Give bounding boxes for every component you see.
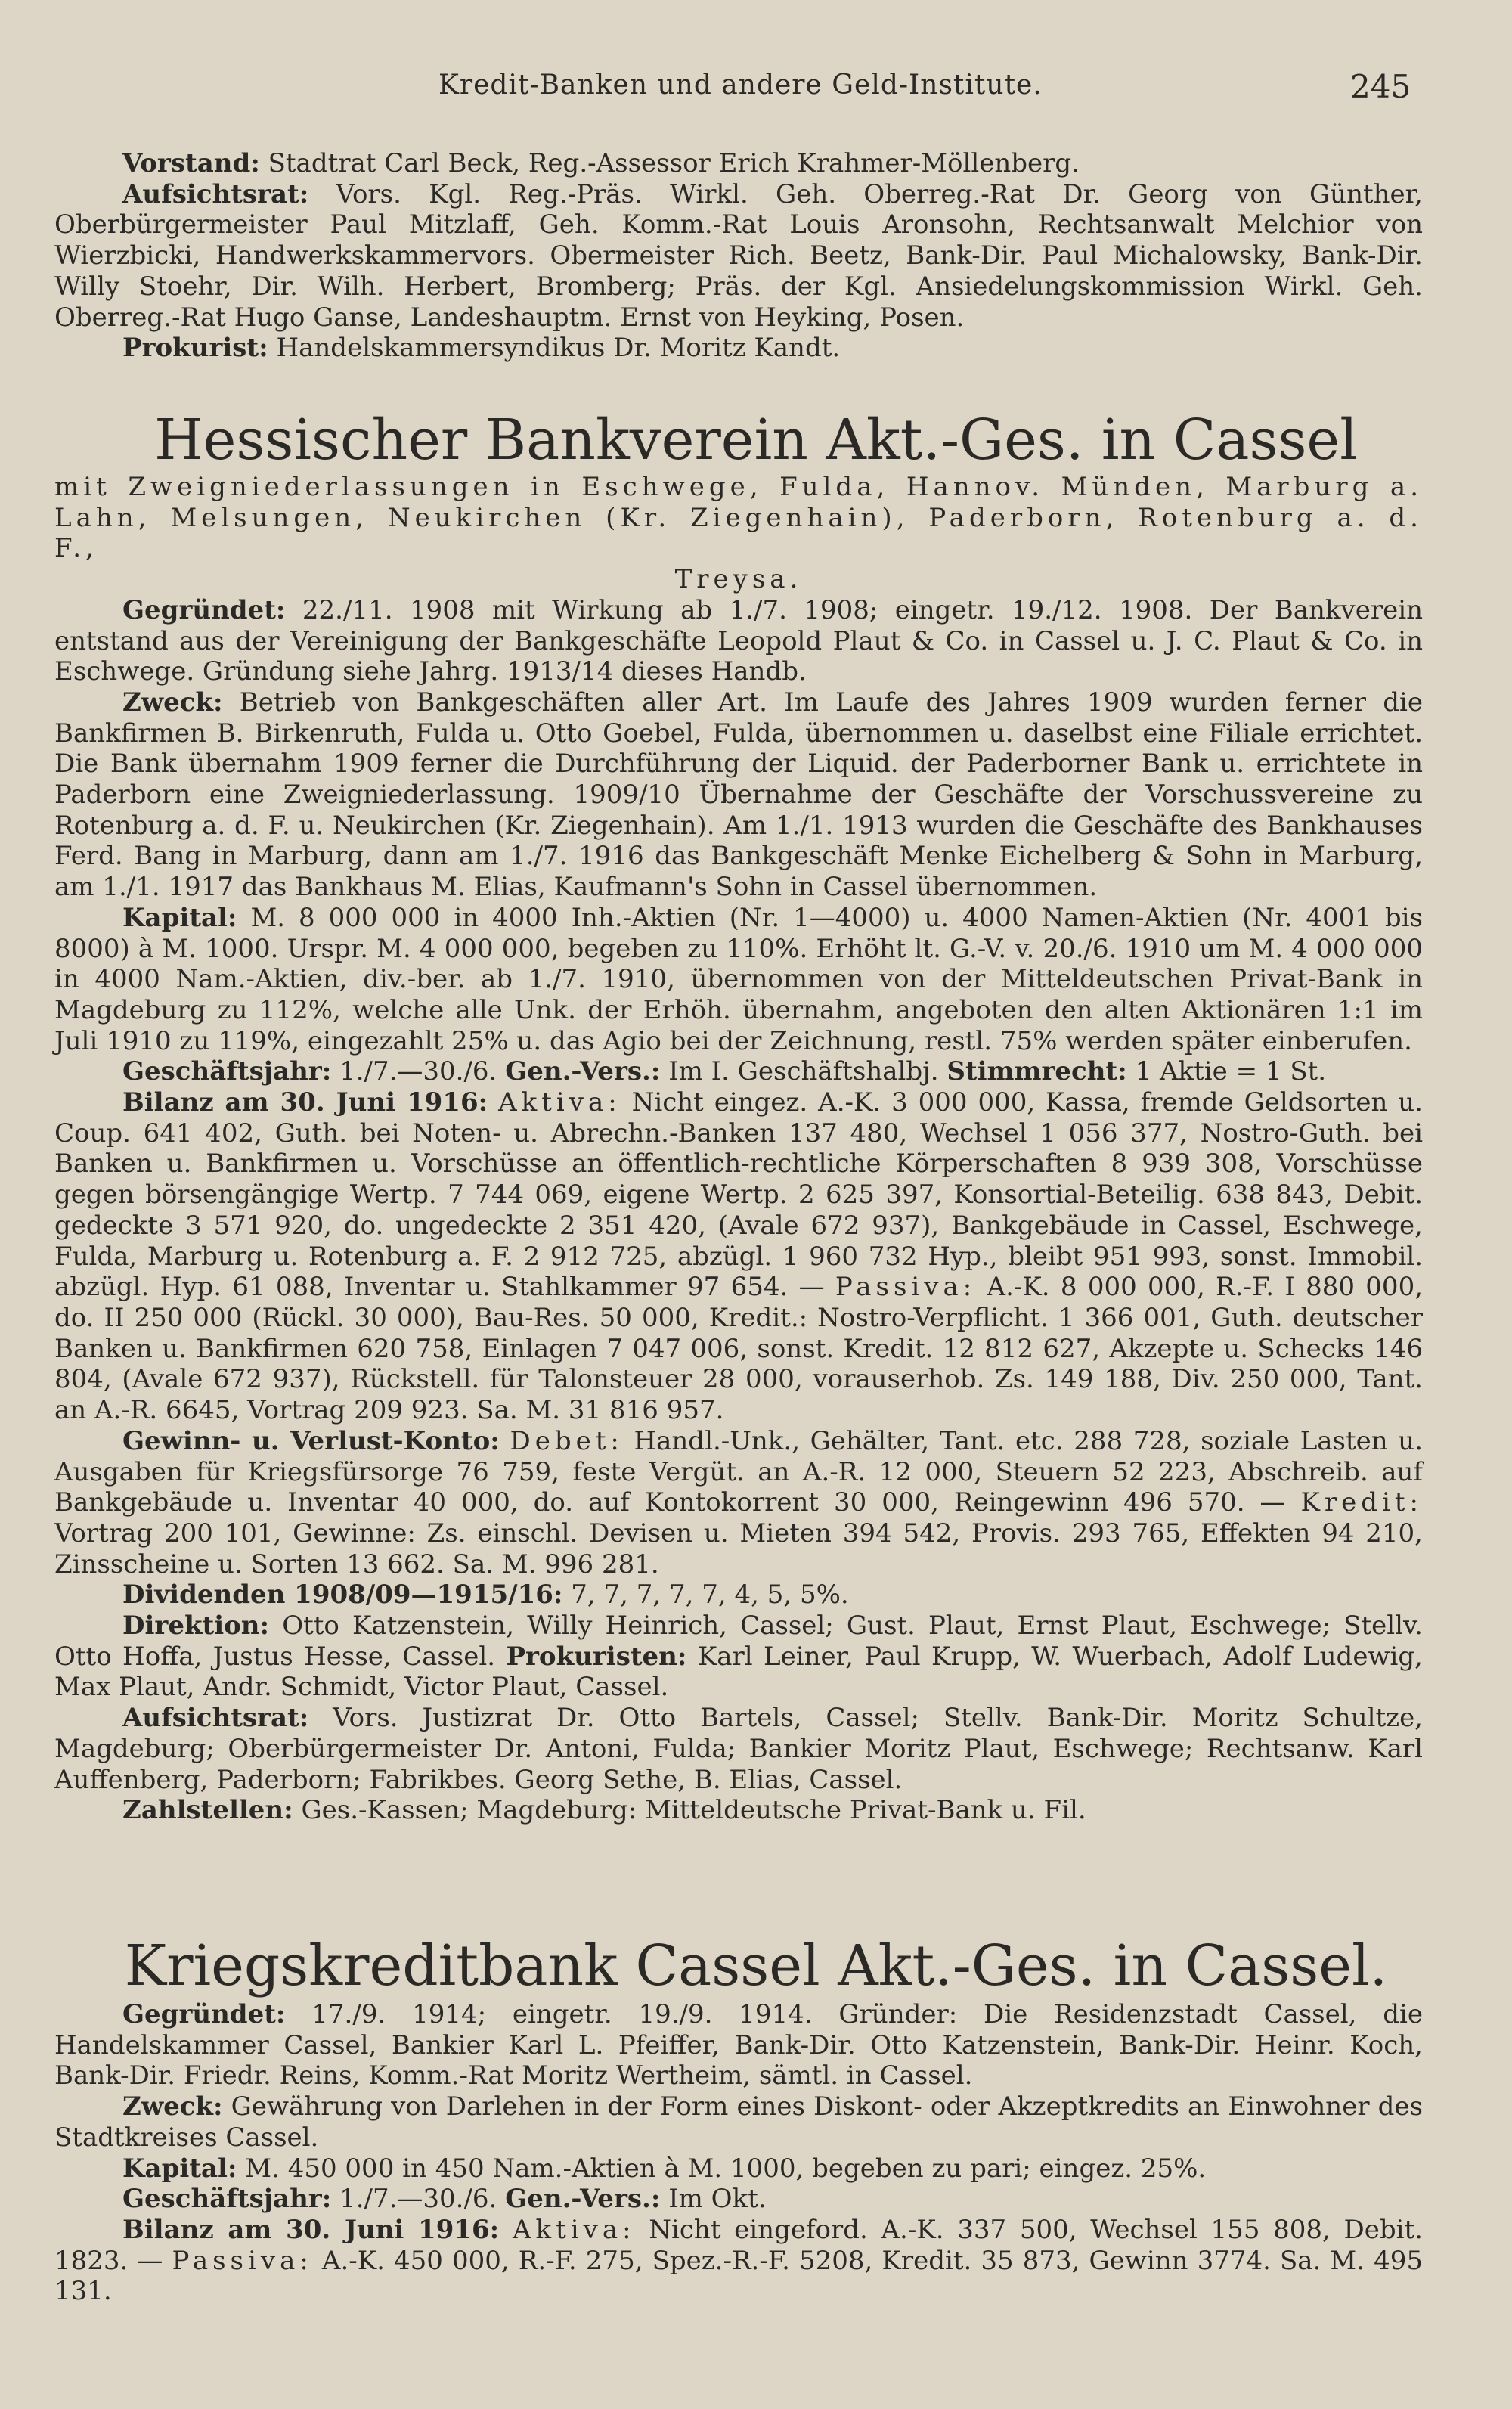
gegruendet-label: Gegründet: — [122, 594, 286, 625]
gegruendet-text: 17./9. 1914; eingetr. 19./9. 1914. Gründer: Die Residenzstadt Cassel, die Handelskammer Cassel, Bankier Karl L. Pfeiffer, Bank-Dir. Otto Katzenstein, Bank-Dir. Heinr. Koch, Bank-Dir. Friedr. Reins, Komm.-Rat Moritz Wertheim, sämtl. in Cassel. — [54, 1999, 1424, 2091]
guv-label: Gewinn- u. Verlust-Konto: — [122, 1425, 500, 1456]
kapital-text: M. 450 000 in 450 Nam.-Aktien à M. 1000, begeben zu pari; eingez. 25%. — [245, 2153, 1207, 2184]
kriegskredit-gegruendet — [54, 1999, 1423, 2091]
genvers-text: Im I. Geschäftshalbj. — [668, 1056, 939, 1087]
hessischer-bilanz — [54, 1087, 1423, 1426]
kriegskredit-geschaeftsjahr — [54, 2184, 1423, 2215]
hessischer-subtitle-line2: Treysa. — [674, 564, 803, 595]
hessischer-dividenden — [54, 1580, 1423, 1611]
geschaeftsjahr-label: Geschäftsjahr: — [122, 1056, 332, 1087]
bilanz-label: Bilanz am 30. Juni 1916: — [122, 2214, 500, 2245]
hessischer-subtitle: mit Zweigniederlassungen in Eschwege, Fulda, Hannov. Münden, Marburg a. Lahn, Melsungen, Neukirchen (Kr. Ziegenhain), Paderborn, Rotenburg a. d. F., — [54, 472, 1423, 564]
aufsichtsrat-text: Vors. Kgl. Reg.-Präs. Wirkl. Geh. Oberreg.-Rat Dr. Georg von Günther, Oberbürgermeister Paul Mitzlaff, Geh. Komm.-Rat Louis Aronsohn, Rechtsanwalt Melchior von Wierzbicki, Handwerkskammervors. Obermeister Rich. Beetz, Bank-Dir. Paul Michalowsky, Bank-Dir. Willy Stoehr, Dir. Wilh. Herbert, Bromberg; Präs. der Kgl. Ansiedelungskommission Wirkl. Geh. Oberreg.-Rat Hugo Ganse, Landeshauptm. Ernst von Heyking, Posen. — [54, 178, 1423, 333]
prokurist-text: Handelskammersyndikus Dr. Moritz Kandt. — [276, 333, 841, 364]
running-head: Kredit-Banken und andere Geld-Institute. — [438, 70, 1043, 101]
aufsichtsrat-label: Aufsichtsrat: — [122, 178, 309, 209]
zweck-text: Betrieb von Bankgeschäften aller Art. Im Laufe des Jahres 1909 wurden ferner die Bankfirmen B. Birkenruth, Fulda u. Otto Goebel, Fulda, übernommen u. daselbst eine Filiale errichtet. Die Bank übernahm 1909 ferner die Durchführung der Liquid. der Paderborner Bank u. errichtete in Paderborn eine Zweigniederlassung. 1909/10 Übernahme der Geschäfte der Vorschussvereine zu Rotenburg a. d. F. u. Neukirchen (Kr. Ziegenhain). Am 1./1. 1913 wurden die Geschäfte des Bankhauses Ferd. Bang in Marburg, dann am 1./7. 1916 das Bankgeschäft Menke Eichelberg & Sohn in Marburg, am 1./1. 1917 das Bankhaus M. Elias, Kaufmann's Sohn in Cassel übernommen. — [54, 687, 1423, 903]
kapital-label: Kapital: — [122, 902, 237, 933]
intro-section — [54, 148, 1423, 364]
kriegskredit-title: Kriegskreditbank Cassel Akt.-Ges. in Cassel. — [124, 1933, 1388, 1998]
hessischer-zweck — [54, 687, 1423, 903]
zahlstellen-label: Zahlstellen: — [122, 1795, 293, 1826]
aufsichtsrat-text: Vors. Justizrat Dr. Otto Bartels, Cassel; Stellv. Bank-Dir. Moritz Schultze, Magdeburg; Oberbürgermeister Dr. Antoni, Fulda; Bankier Moritz Plaut, Eschwege; Rechtsanw. Karl Auffenberg, Paderborn; Fabrikbes. Georg Sethe, B. Elias, Cassel. — [54, 1703, 1423, 1795]
passiva-text: A.-K. 450 000, R.-F. 275, Spez.-R.-F. 5208, Kredit. 35 873, Gewinn 3774. Sa. M. 495 131. — [54, 2245, 1424, 2307]
gegruendet-text: 22./11. 1908 mit Wirkung ab 1./7. 1908; eingetr. 19./12. 1908. Der Bankverein entstand aus der Vereinigung der Bankgeschäfte Leopold Plaut & Co. in Cassel u. J. C. Plaut & Co. in Eschwege. Gründung siehe Jahrg. 1913/14 dieses Handb. — [54, 594, 1424, 687]
debet-text: Handl.-Unk., Gehälter, Tant. etc. 288 728, soziale Lasten u. Ausgaben für Kriegsfürsorge 76 759, feste Vergüt. an A.-R. 12 000, Steuern 52 223, Abschreib. auf Bankgebäude u. Inventar 40 000, do. auf Kontokorrent 30 000, Reingewinn 496 570. — — [54, 1425, 1424, 1518]
stimmrecht-label: Stimmrecht: — [947, 1056, 1127, 1087]
geschaeftsjahr-text: 1./7.—30./6. — [339, 1056, 497, 1087]
page-number: 245 — [1350, 68, 1411, 105]
aufsichtsrat-paragraph — [54, 179, 1423, 333]
debet-label: Debet: — [510, 1425, 624, 1456]
hessischer-kapital — [54, 903, 1423, 1057]
kredit-text: Vortrag 200 101, Gewinne: Zs. einschl. Devisen u. Mieten 394 542, Provis. 293 765, Effekten 94 210, Zinsscheine u. Sorten 13 662. Sa. M. 996 281. — [54, 1518, 1423, 1580]
genvers-text: Im Okt. — [668, 2184, 767, 2215]
direktion-label: Direktion: — [122, 1611, 270, 1642]
dividenden-label: Dividenden 1908/09—1915/16: — [122, 1580, 563, 1611]
kredit-label: Kredit: — [1300, 1487, 1424, 1518]
hessischer-aufsichtsrat — [54, 1703, 1423, 1795]
prokurist-paragraph — [54, 333, 1423, 364]
aufsichtsrat-label: Aufsichtsrat: — [122, 1703, 309, 1734]
dividenden-text: 7, 7, 7, 7, 7, 4, 5, 5%. — [571, 1580, 849, 1611]
hessischer-section — [54, 472, 1423, 1826]
genvers-label: Gen.-Vers.: — [505, 2184, 661, 2215]
vorstand-paragraph — [54, 148, 1423, 179]
geschaeftsjahr-label: Geschäftsjahr: — [122, 2184, 332, 2215]
hessischer-gegruendet — [54, 595, 1423, 687]
hessischer-geschaeftsjahr — [54, 1056, 1423, 1087]
hessischer-direktion — [54, 1611, 1423, 1703]
geschaeftsjahr-text: 1./7.—30./6. — [339, 2184, 497, 2215]
aktiva-text: Nicht eingeford. A.-K. 337 500, Wechsel 155 808, Debit. 1823. — — [54, 2214, 1423, 2276]
zahlstellen-text: Ges.-Kassen; Magdeburg: Mitteldeutsche Privat-Bank u. Fil. — [301, 1795, 1086, 1826]
zweck-label: Zweck: — [122, 687, 223, 718]
prokurist-label: Prokurist: — [122, 333, 268, 364]
passiva-label: Passiva: — [835, 1272, 977, 1303]
genvers-label: Gen.-Vers.: — [505, 1056, 661, 1087]
aktiva-label: Aktiva: — [498, 1087, 621, 1118]
vorstand-label: Vorstand: — [122, 148, 260, 178]
kriegskredit-section — [54, 1999, 1423, 2307]
hessischer-zahlstellen — [54, 1795, 1423, 1826]
direktion-text: Otto Katzenstein, Willy Heinrich, Cassel; Gust. Plaut, Ernst Plaut, Eschwege; Stellv. Otto Hoffa, Justus Hesse, Cassel. — [54, 1611, 1423, 1672]
vorstand-text: Stadtrat Carl Beck, Reg.-Assessor Erich Krahmer-Möllenberg. — [268, 148, 1080, 178]
gegruendet-label: Gegründet: — [122, 1999, 286, 2029]
kriegskredit-kapital — [54, 2153, 1423, 2184]
kriegskredit-zweck — [54, 2091, 1423, 2153]
bilanz-label: Bilanz am 30. Juni 1916: — [122, 1087, 488, 1118]
prokuristen-label: Prokuristen: — [506, 1641, 687, 1672]
stimmrecht-text: 1 Aktie = 1 St. — [1135, 1056, 1327, 1087]
aktiva-label: Aktiva: — [512, 2214, 636, 2245]
kapital-label: Kapital: — [122, 2153, 237, 2184]
aktiva-text: Nicht eingez. A.-K. 3 000 000, Kassa, fremde Geldsorten u. Coup. 641 402, Guth. bei Noten- u. Abrechn.-Banken 137 480, Wechsel 1 056 377, Nostro-Guth. bei Banken u. Bankfirmen u. Vorschüsse an öffentlich-rechtliche Körperschaften 8 939 308, Vorschüsse gegen börsengängige Wertp. 7 744 069, eigene Wertp. 2 625 397, Konsortial-Beteilig. 638 843, Debit. gedeckte 3 571 920, do. ungedeckte 2 351 420, (Avale 672 937), Bankgebäude in Cassel, Eschwege, Fulda, Marburg u. Rotenburg a. F. 2 912 725, abzügl. 1 960 732 Hyp., bleibt 951 993, sonst. Immobil. abzügl. Hyp. 61 088, Inventar u. Stahlkammer 97 654. — — [54, 1087, 1423, 1303]
kapital-text: M. 8 000 000 in 4000 Inh.-Aktien (Nr. 1—4000) u. 4000 Namen-Aktien (Nr. 4001 bis 8000) à M. 1000. Urspr. M. 4 000 000, begeben zu 110%. Erhöht lt. G.-V. v. 20./6. 1910 um M. 4 000 000 in 4000 Nam.-Aktien, div.-ber. ab 1./7. 1910, übernommen von der Mitteldeutschen Privat-Bank in Magdeburg zu 112%, welche alle Unk. der Erhöh. übernahm, angeboten den alten Aktionären 1:1 im Juli 1910 zu 119%, eingezahlt 25% u. das Agio bei der Zeichnung, restl. 75% werden später einberufen. — [54, 902, 1423, 1056]
passiva-label: Passiva: — [172, 2245, 313, 2276]
prokuristen-text: Karl Leiner, Paul Krupp, W. Wuerbach, Adolf Ludewig, Max Plaut, Andr. Schmidt, Victor Plaut, Cassel. — [54, 1641, 1423, 1703]
kriegskredit-bilanz — [54, 2215, 1423, 2307]
zweck-text: Gewährung von Darlehen in der Form eines Diskont- oder Akzeptkredits an Einwohner des Stadtkreises Cassel. — [54, 2091, 1423, 2153]
hessischer-title: Hessischer Bankverein Akt.-Ges. in Cassel — [154, 408, 1358, 473]
hessischer-gewinn-verlust — [54, 1426, 1423, 1580]
passiva-text: A.-K. 8 000 000, R.-F. I 880 000, do. II 250 000 (Rückl. 30 000), Bau-Res. 50 000, Kredit.: Nostro-Verpflicht. 1 366 001, Guth. deutscher Banken u. Bankfirmen 620 758, Einlagen 7 047 006, sonst. Kredit. 12 812 627, Akzepte u. Schecks 146 804, (Avale 672 937), Rückstell. für Talonsteuer 28 000, vorauserhob. Zs. 149 188, Div. 250 000, Tant. an A.-R. 6645, Vortrag 209 923. Sa. M. 31 816 957. — [54, 1272, 1424, 1426]
zweck-label: Zweck: — [122, 2091, 223, 2122]
